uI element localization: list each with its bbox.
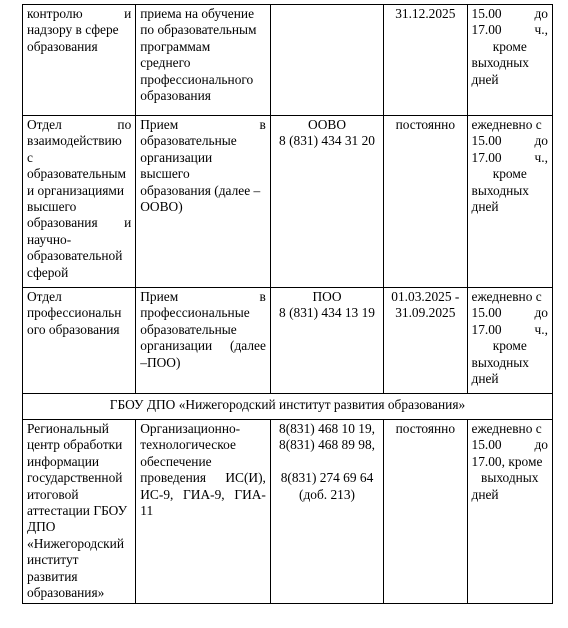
cell-line: ПОО xyxy=(312,289,342,304)
cell-line: профессиональн xyxy=(27,305,122,321)
cell-line: институт xyxy=(27,552,79,568)
cell-line: Организационно- xyxy=(140,421,241,436)
section-header-row xyxy=(23,394,553,420)
cell-line: Отдел xyxy=(27,289,62,304)
cell-line: контролю и xyxy=(27,6,132,21)
table-row xyxy=(23,116,553,288)
cell-line: программам xyxy=(140,38,211,54)
hours-cell xyxy=(467,288,553,394)
cell-line: выходных xyxy=(471,55,529,71)
cell-line: приема на обучение xyxy=(140,6,255,21)
contacts-cell xyxy=(270,116,383,288)
cell-line: 15.00 до xyxy=(471,6,548,21)
cell-line: научно- xyxy=(27,231,72,247)
hours-cell xyxy=(467,5,553,116)
cell-line: образования (далее – xyxy=(140,182,261,198)
cell-line: образовательной xyxy=(27,248,123,264)
cell-line: дней xyxy=(471,486,499,502)
cell-line: 17.00, кроме xyxy=(471,453,543,469)
cell-line: 15.00 до xyxy=(471,437,548,453)
phone-number: 8(831) 274 69 64 xyxy=(280,470,374,486)
cell-line: дней xyxy=(471,199,499,215)
cell-line: ООВО) xyxy=(140,199,183,215)
cell-line: кроме xyxy=(492,166,527,182)
contacts-table xyxy=(22,4,553,604)
cell-line: 17.00 ч., xyxy=(471,321,548,337)
cell-line: надзору в сфере xyxy=(27,22,119,38)
phone-number: 8(831) 468 10 19, xyxy=(279,421,375,436)
cell-line: аттестации ГБОУ xyxy=(27,503,128,519)
cell-line: образовательным xyxy=(27,166,127,182)
cell-line: образования xyxy=(27,38,98,54)
cell-line: ежедневно с xyxy=(471,117,542,132)
cell-line: ежедневно с xyxy=(471,289,542,304)
cell-line: 11 xyxy=(140,503,154,519)
cell-line: высшего xyxy=(140,166,190,182)
cell-line: и организациями xyxy=(27,182,125,198)
contacts-cell xyxy=(270,420,383,604)
cell-line: ДПО xyxy=(27,519,56,535)
phone-number: 8 (831) 434 31 20 xyxy=(279,133,375,149)
cell-line: образования и xyxy=(27,215,132,231)
cell-line: выходных xyxy=(471,354,529,370)
cell-line: 15.00 до xyxy=(471,305,548,321)
activity-cell xyxy=(136,5,271,116)
dept-cell xyxy=(23,288,136,394)
cell-line: итоговой xyxy=(27,486,79,502)
cell-line: организации (далее xyxy=(140,338,266,354)
contacts-cell xyxy=(270,288,383,394)
cell-line: технологическое xyxy=(140,437,236,453)
cell-line: профессионального xyxy=(140,71,254,87)
cell-line: кроме xyxy=(492,38,527,54)
cell-line: «Нижегородский xyxy=(27,535,125,551)
cell-line: кроме xyxy=(492,338,527,354)
table-row xyxy=(23,420,553,604)
activity-cell xyxy=(136,116,271,288)
activity-cell xyxy=(136,420,271,604)
cell-line: образовательные xyxy=(140,321,237,337)
cell-line: 17.00 ч., xyxy=(471,149,548,165)
dept-cell xyxy=(23,116,136,288)
contacts-cell xyxy=(270,5,383,116)
cell-line: обеспечение xyxy=(140,453,212,469)
cell-line: ООВО xyxy=(308,117,346,132)
cell-line: взаимодействию xyxy=(27,133,122,149)
dept-cell xyxy=(23,5,136,116)
cell-line: ИС-9, ГИА-9, ГИА- xyxy=(140,486,266,502)
cell-line: дней xyxy=(471,71,499,87)
dept-cell xyxy=(23,420,136,604)
cell-line: Прием в xyxy=(140,117,266,132)
cell-line: 17.00 ч., xyxy=(471,22,548,38)
cell-line: проведения ИС(И), xyxy=(140,470,266,486)
cell-line: ого образования xyxy=(27,321,120,337)
spacer-line xyxy=(275,454,379,470)
cell-line: высшего xyxy=(27,199,77,215)
phone-number: 8(831) 468 89 98, xyxy=(279,437,375,453)
cell-line: Региональный xyxy=(27,421,109,436)
cell-line: профессиональные xyxy=(140,305,250,321)
table-row xyxy=(23,5,553,116)
cell-line: образования xyxy=(140,88,211,104)
cell-line: среднего xyxy=(140,55,191,71)
cell-line: образования» xyxy=(27,585,105,601)
cell-line: выходных xyxy=(481,470,539,486)
cell-line: Отдел по xyxy=(27,117,132,132)
cell-line: центр обработки xyxy=(27,437,123,453)
period-cell: 31.12.2025 xyxy=(384,5,467,116)
cell-line: по образовательным xyxy=(140,22,257,38)
period-cell: 01.03.2025 - 31.09.2025 xyxy=(384,288,467,394)
cell-line: развития xyxy=(27,568,78,584)
section-header: ГБОУ ДПО «Нижегородский институт развития образования» xyxy=(23,394,553,420)
phone-number: 8 (831) 434 13 19 xyxy=(279,305,375,321)
cell-line: государственной xyxy=(27,470,123,486)
cell-line: сферой xyxy=(27,264,69,280)
activity-cell xyxy=(136,288,271,394)
cell-line: 15.00 до xyxy=(471,133,548,149)
hours-cell xyxy=(467,116,553,288)
cell-line: организации xyxy=(140,149,213,165)
cell-line: –ПОО) xyxy=(140,354,181,370)
cell-line: с xyxy=(27,149,33,165)
cell-line: дней xyxy=(471,371,499,387)
cell-line: образовательные xyxy=(140,133,237,149)
cell-line: выходных xyxy=(471,182,529,198)
cell-line: Прием в xyxy=(140,289,266,304)
phone-extension: (доб. 213) xyxy=(299,486,356,502)
hours-cell xyxy=(467,420,553,604)
period-cell: постоянно xyxy=(384,116,467,288)
table-row xyxy=(23,288,553,394)
cell-line: информации xyxy=(27,453,100,469)
period-cell: постоянно xyxy=(384,420,467,604)
cell-line: ежедневно с xyxy=(471,421,542,436)
